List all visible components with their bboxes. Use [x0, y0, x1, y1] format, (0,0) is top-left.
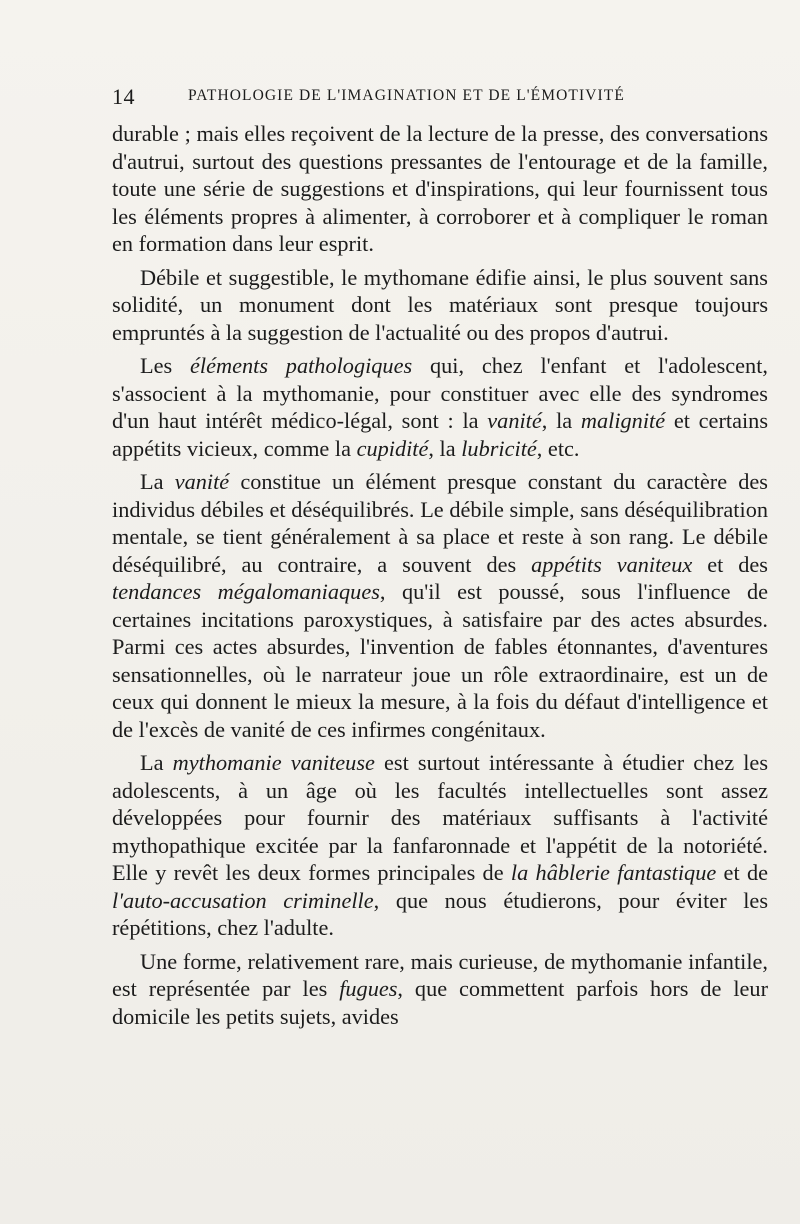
- text-run: , la: [428, 435, 462, 461]
- text-run: constitue un élément presque constant du caractère des individus débiles et déséquilibrés. Le débile simple, sans déséquilibration mentale, se tient généralement à sa place et reste à son rang. Le débile déséquilibré, au contraire, a souvent des: [112, 469, 768, 577]
- italic-phrase: appétits vaniteux: [531, 551, 693, 577]
- paragraph: [112, 264, 768, 347]
- italic-phrase: la hâblerie fantastique: [510, 860, 717, 885]
- italic-phrase: lubricité: [461, 435, 537, 461]
- page-number: 14: [112, 84, 135, 109]
- italic-phrase: vanité: [174, 469, 230, 494]
- paragraph: [112, 120, 768, 258]
- paragraph: [112, 468, 768, 743]
- running-head: PATHOLOGIE DE L'IMAGINATION ET DE L'ÉMOTIVITÉ: [188, 87, 625, 104]
- text-run: La: [140, 469, 175, 494]
- italic-phrase: cupidité: [356, 435, 429, 461]
- italic-phrase: l'auto-accusation criminelle: [112, 887, 374, 913]
- text-run: Les: [140, 353, 190, 378]
- text-run: durable ; mais elles reçoivent de la lecture de la presse, des conversations d'autrui, surtout des questions pressantes de l'entourage et de la famille, toute une série de suggestions et d'inspirations, qui leur fournissent tous les éléments propres à alimenter, à corroborer et à compliquer le roman en formation dans leur esprit.: [112, 121, 768, 256]
- italic-phrase: vanité: [487, 408, 542, 433]
- text-run: , que commettent parfois hors de leur domicile les petits sujets, avides: [112, 976, 768, 1029]
- text-run: Débile et suggestible, le mythomane édifie ainsi, le plus souvent sans solidité, un monument dont les matériaux sont presque toujours empruntés à la suggestion de l'actualité ou des propos d'autrui.: [112, 264, 768, 345]
- paragraph: [112, 948, 768, 1031]
- italic-phrase: éléments pathologiques: [190, 353, 413, 378]
- text-run: et de: [716, 860, 768, 885]
- text-run: Une forme, relativement rare, mais curieuse, de mythomanie infantile, est représentée par les: [112, 948, 768, 1001]
- text-run: La: [140, 750, 173, 775]
- text-run: , qu'il est poussé, sous l'influence de certaines incitations paroxystiques, à satisfaire par des actes absurdes. Parmi ces actes absurdes, l'invention de fables étonnantes, d'aventures sensationnelles, où le narrateur joue un rôle extraordinaire, est un de ceux qui donnent le mieux la mesure, à la fois du défaut d'intelligence et de l'excès de vanité de ces infirmes congénitaux.: [112, 579, 769, 742]
- text-run: et des: [692, 551, 768, 577]
- italic-phrase: tendances mégalomaniaques: [112, 579, 380, 604]
- paragraph: [112, 352, 768, 462]
- italic-phrase: fugues: [339, 976, 398, 1001]
- body-text: [112, 120, 768, 1036]
- text-run: , etc.: [536, 435, 580, 461]
- page-header: [112, 84, 768, 114]
- text-run: est surtout intéressante à étudier chez les adolescents, à un âge où les facultés intellectuelles sont assez développées pour fournir des matériaux suffisants à l'activité mythopathique excitée par la fanfaronnade et l'appétit de la notoriété. Elle y revêt les deux formes principales de: [112, 750, 768, 885]
- text-run: et certains appétits vicieux, comme la: [112, 408, 768, 461]
- paragraph: [112, 749, 768, 942]
- text-run: qui, chez l'enfant et l'adolescent, s'associent à la mythomanie, pour constituer avec elle des syndromes d'un haut intérêt médico-légal, sont : la: [112, 353, 768, 433]
- text-run: , que nous étudierons, pour éviter les répétitions, chez l'adulte.: [112, 887, 768, 940]
- italic-phrase: mythomanie vaniteuse: [172, 750, 375, 775]
- italic-phrase: malignité: [580, 408, 666, 433]
- text-run: , la: [541, 408, 581, 433]
